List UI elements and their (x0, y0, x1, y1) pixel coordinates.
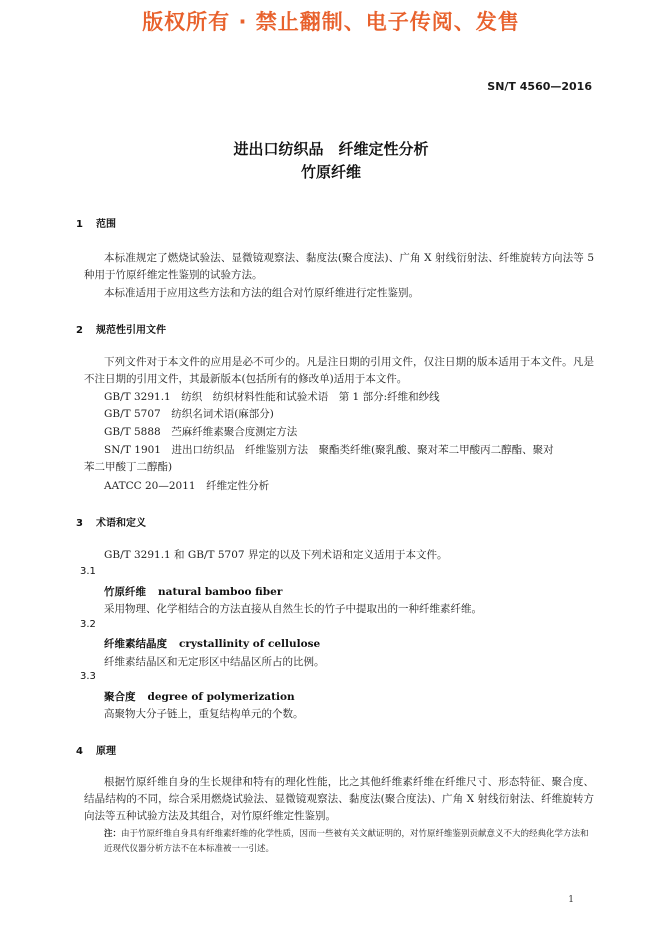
section-number: 1 (76, 219, 83, 230)
section-title: 术语和定义 (96, 518, 146, 529)
term-english: crystallinity of cellulose (179, 638, 321, 650)
term-english: natural bamboo fiber (158, 586, 283, 598)
reference-item: SN/T 1901 进出口纺织品 纤维鉴别方法 聚酯类纤维(聚乳酸、聚对苯二甲酸丙二醇酯、聚对 (104, 444, 554, 456)
scope-paragraph-1: 本标准规定了燃烧试验法、显微镜观察法、黏度法(聚合度法)、广角 X 射线衍射法、纤维旋转方向法等 5 种用于竹原纤维定性鉴别的试验方法。 (84, 252, 594, 281)
term-english: degree of polymerization (147, 691, 295, 703)
note-label: 注： (104, 829, 122, 839)
reference-item: AATCC 20—2011 纤维定性分析 (104, 480, 270, 492)
page-number: 1 (568, 895, 574, 905)
section-number: 4 (76, 746, 83, 757)
term-heading (104, 584, 282, 599)
scope-paragraph-2: 本标准适用于应用这些方法和方法的组合对竹原纤维进行定性鉴别。 (104, 287, 419, 299)
section-1-heading (76, 215, 116, 230)
reference-item: GB/T 3291.1 纺织 纺织材料性能和试验术语 第 1 部分:纤维和纱线 (104, 391, 440, 403)
reference-item: GB/T 5707 纺织名词术语(麻部分) (104, 408, 274, 420)
term-chinese: 纤维素结晶度 (104, 638, 167, 650)
note-text: 由于竹原纤维自身具有纤维素纤维的化学性质，因而一些被有关文献证明的，对竹原纤维鉴别贡献意义不大的经典化学方法和近现代仪器分析方法不在本标准被一一引述。 (104, 829, 589, 854)
section-title: 原理 (96, 746, 116, 757)
term-chinese: 聚合度 (104, 691, 136, 703)
principle-paragraph: 根据竹原纤维自身的生长规律和特有的理化性能，比之其他纤维素纤维在纤维尺寸、形态特征、聚合度、结晶结构的不同，综合采用燃烧试验法、显微镜观察法、黏度法(聚合度法)、广角 X 射线衍射法、纤维旋转方向法等五种试验方法及其组合，对竹原纤维定性鉴别。 (84, 776, 594, 822)
term-definition: 采用物理、化学相结合的方法直接从自然生长的竹子中提取出的一种纤维素纤维。 (104, 603, 482, 615)
standard-code: SN/T 4560—2016 (487, 80, 592, 93)
section-title: 规范性引用文件 (96, 325, 166, 336)
principle-note (104, 827, 594, 857)
section-title: 范围 (96, 219, 116, 230)
terms-intro: GB/T 3291.1 和 GB/T 5707 界定的以及下列术语和定义适用于本文件。 (104, 549, 448, 561)
section-2-heading (76, 321, 166, 336)
references-intro: 下列文件对于本文件的应用是必不可少的。凡是注日期的引用文件，仅注日期的版本适用于本文件。凡是不注日期的引用文件，其最新版本(包括所有的修改单)适用于本文件。 (84, 356, 594, 385)
copyright-watermark: 版权所有 · 禁止翻制、电子传阅、发售 (142, 10, 520, 34)
term-heading (104, 689, 295, 704)
section-4-heading (76, 742, 116, 757)
document-title: 进出口纺织品 纤维定性分析 (233, 140, 429, 158)
term-chinese: 竹原纤维 (104, 586, 146, 598)
term-number: 3.3 (80, 671, 96, 682)
term-definition: 高聚物大分子链上，重复结构单元的个数。 (104, 708, 304, 720)
reference-item: GB/T 5888 苎麻纤维素聚合度测定方法 (104, 426, 298, 438)
section-number: 2 (76, 325, 83, 336)
document-subtitle: 竹原纤维 (300, 163, 361, 181)
term-definition: 纤维素结晶区和无定形区中结晶区所占的比例。 (104, 656, 325, 668)
reference-item-continuation: 苯二甲酸丁二醇酯) (84, 461, 173, 473)
term-number: 3.1 (80, 566, 96, 577)
section-number: 3 (76, 518, 83, 529)
term-heading (104, 636, 320, 651)
section-3-heading (76, 514, 146, 529)
term-number: 3.2 (80, 619, 96, 630)
